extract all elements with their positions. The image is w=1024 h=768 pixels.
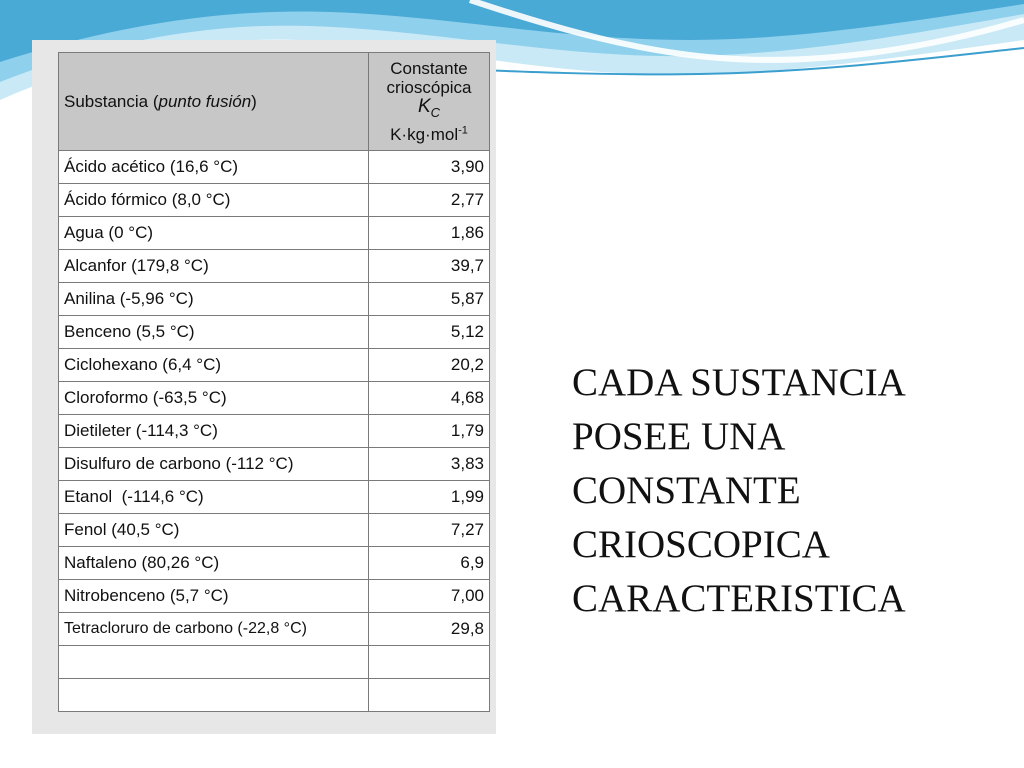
substance-cell xyxy=(59,646,369,679)
table-row xyxy=(59,283,490,316)
constant-symbol: $K_C$ xyxy=(417,95,441,120)
table-header-row xyxy=(59,53,490,151)
substance-cell: Ácido acético (16,6 °C) xyxy=(59,151,369,184)
substance-cell: Benceno (5,5 °C) xyxy=(59,316,369,349)
table-row xyxy=(59,613,490,646)
table-row xyxy=(59,415,490,448)
substance-header-label: Substancia xyxy=(64,91,149,111)
kc-value-cell xyxy=(369,646,490,679)
kc-value-cell: 39,7 xyxy=(369,250,490,283)
substance-cell: Cloroformo (-63,5 °C) xyxy=(59,382,369,415)
table-row xyxy=(59,547,490,580)
substance-cell: Fenol (40,5 °C) xyxy=(59,514,369,547)
substance-cell: Dietileter (-114,3 °C) xyxy=(59,415,369,448)
table-row xyxy=(59,382,490,415)
substance-header-note: punto fusión xyxy=(158,91,252,111)
kc-value-cell: 5,12 xyxy=(369,316,490,349)
kc-value-cell: 1,99 xyxy=(369,481,490,514)
kc-value-cell: 5,87 xyxy=(369,283,490,316)
substance-cell: Alcanfor (179,8 °C) xyxy=(59,250,369,283)
table-row xyxy=(59,250,490,283)
cryoscopic-constants-table xyxy=(58,52,490,712)
constant-units: K·kg·mol$^{-1}$ xyxy=(390,124,468,145)
table-row-empty xyxy=(59,679,490,712)
table-row xyxy=(59,151,490,184)
side-statement xyxy=(572,356,992,626)
table-row xyxy=(59,514,490,547)
substance-cell: Ácido fórmico (8,0 °C) xyxy=(59,184,369,217)
table-row xyxy=(59,316,490,349)
table-row xyxy=(59,580,490,613)
kc-value-cell: 29,8 xyxy=(369,613,490,646)
table-row xyxy=(59,349,490,382)
kc-value-cell: 4,68 xyxy=(369,382,490,415)
kc-value-cell: 6,9 xyxy=(369,547,490,580)
table-row xyxy=(59,481,490,514)
kc-value-cell: 1,86 xyxy=(369,217,490,250)
constant-header-line1: Constante xyxy=(390,58,468,78)
statement-line: CONSTANTE xyxy=(572,469,801,512)
constant-column-header xyxy=(369,53,490,151)
kc-value-cell: 3,90 xyxy=(369,151,490,184)
kc-value-cell: 7,00 xyxy=(369,580,490,613)
statement-line: POSEE UNA xyxy=(572,415,786,458)
substance-cell: Ciclohexano (6,4 °C) xyxy=(59,349,369,382)
substance-cell: Etanol (-114,6 °C) xyxy=(59,481,369,514)
kc-value-cell xyxy=(369,679,490,712)
table-row xyxy=(59,217,490,250)
substance-column-header: Substancia (punto fusión) xyxy=(59,53,369,151)
statement-line: CRIOSCOPICA xyxy=(572,523,830,566)
substance-cell: Tetracloruro de carbono (-22,8 °C) xyxy=(59,613,369,646)
kc-value-cell: 1,79 xyxy=(369,415,490,448)
substance-cell xyxy=(59,679,369,712)
substance-cell: Disulfuro de carbono (-112 °C) xyxy=(59,448,369,481)
table-row xyxy=(59,184,490,217)
statement-line: CADA SUSTANCIA xyxy=(572,361,906,404)
substance-cell: Anilina (-5,96 °C) xyxy=(59,283,369,316)
kc-value-cell: 20,2 xyxy=(369,349,490,382)
kc-value-cell: 7,27 xyxy=(369,514,490,547)
kc-value-cell: 3,83 xyxy=(369,448,490,481)
substance-cell: Agua (0 °C) xyxy=(59,217,369,250)
table-row-empty xyxy=(59,646,490,679)
statement-line: CARACTERISTICA xyxy=(572,577,906,620)
kc-value-cell: 2,77 xyxy=(369,184,490,217)
substance-cell: Nitrobenceno (5,7 °C) xyxy=(59,580,369,613)
table-row xyxy=(59,448,490,481)
substance-cell: Naftaleno (80,26 °C) xyxy=(59,547,369,580)
constant-header-line2: crioscópica xyxy=(386,77,472,97)
